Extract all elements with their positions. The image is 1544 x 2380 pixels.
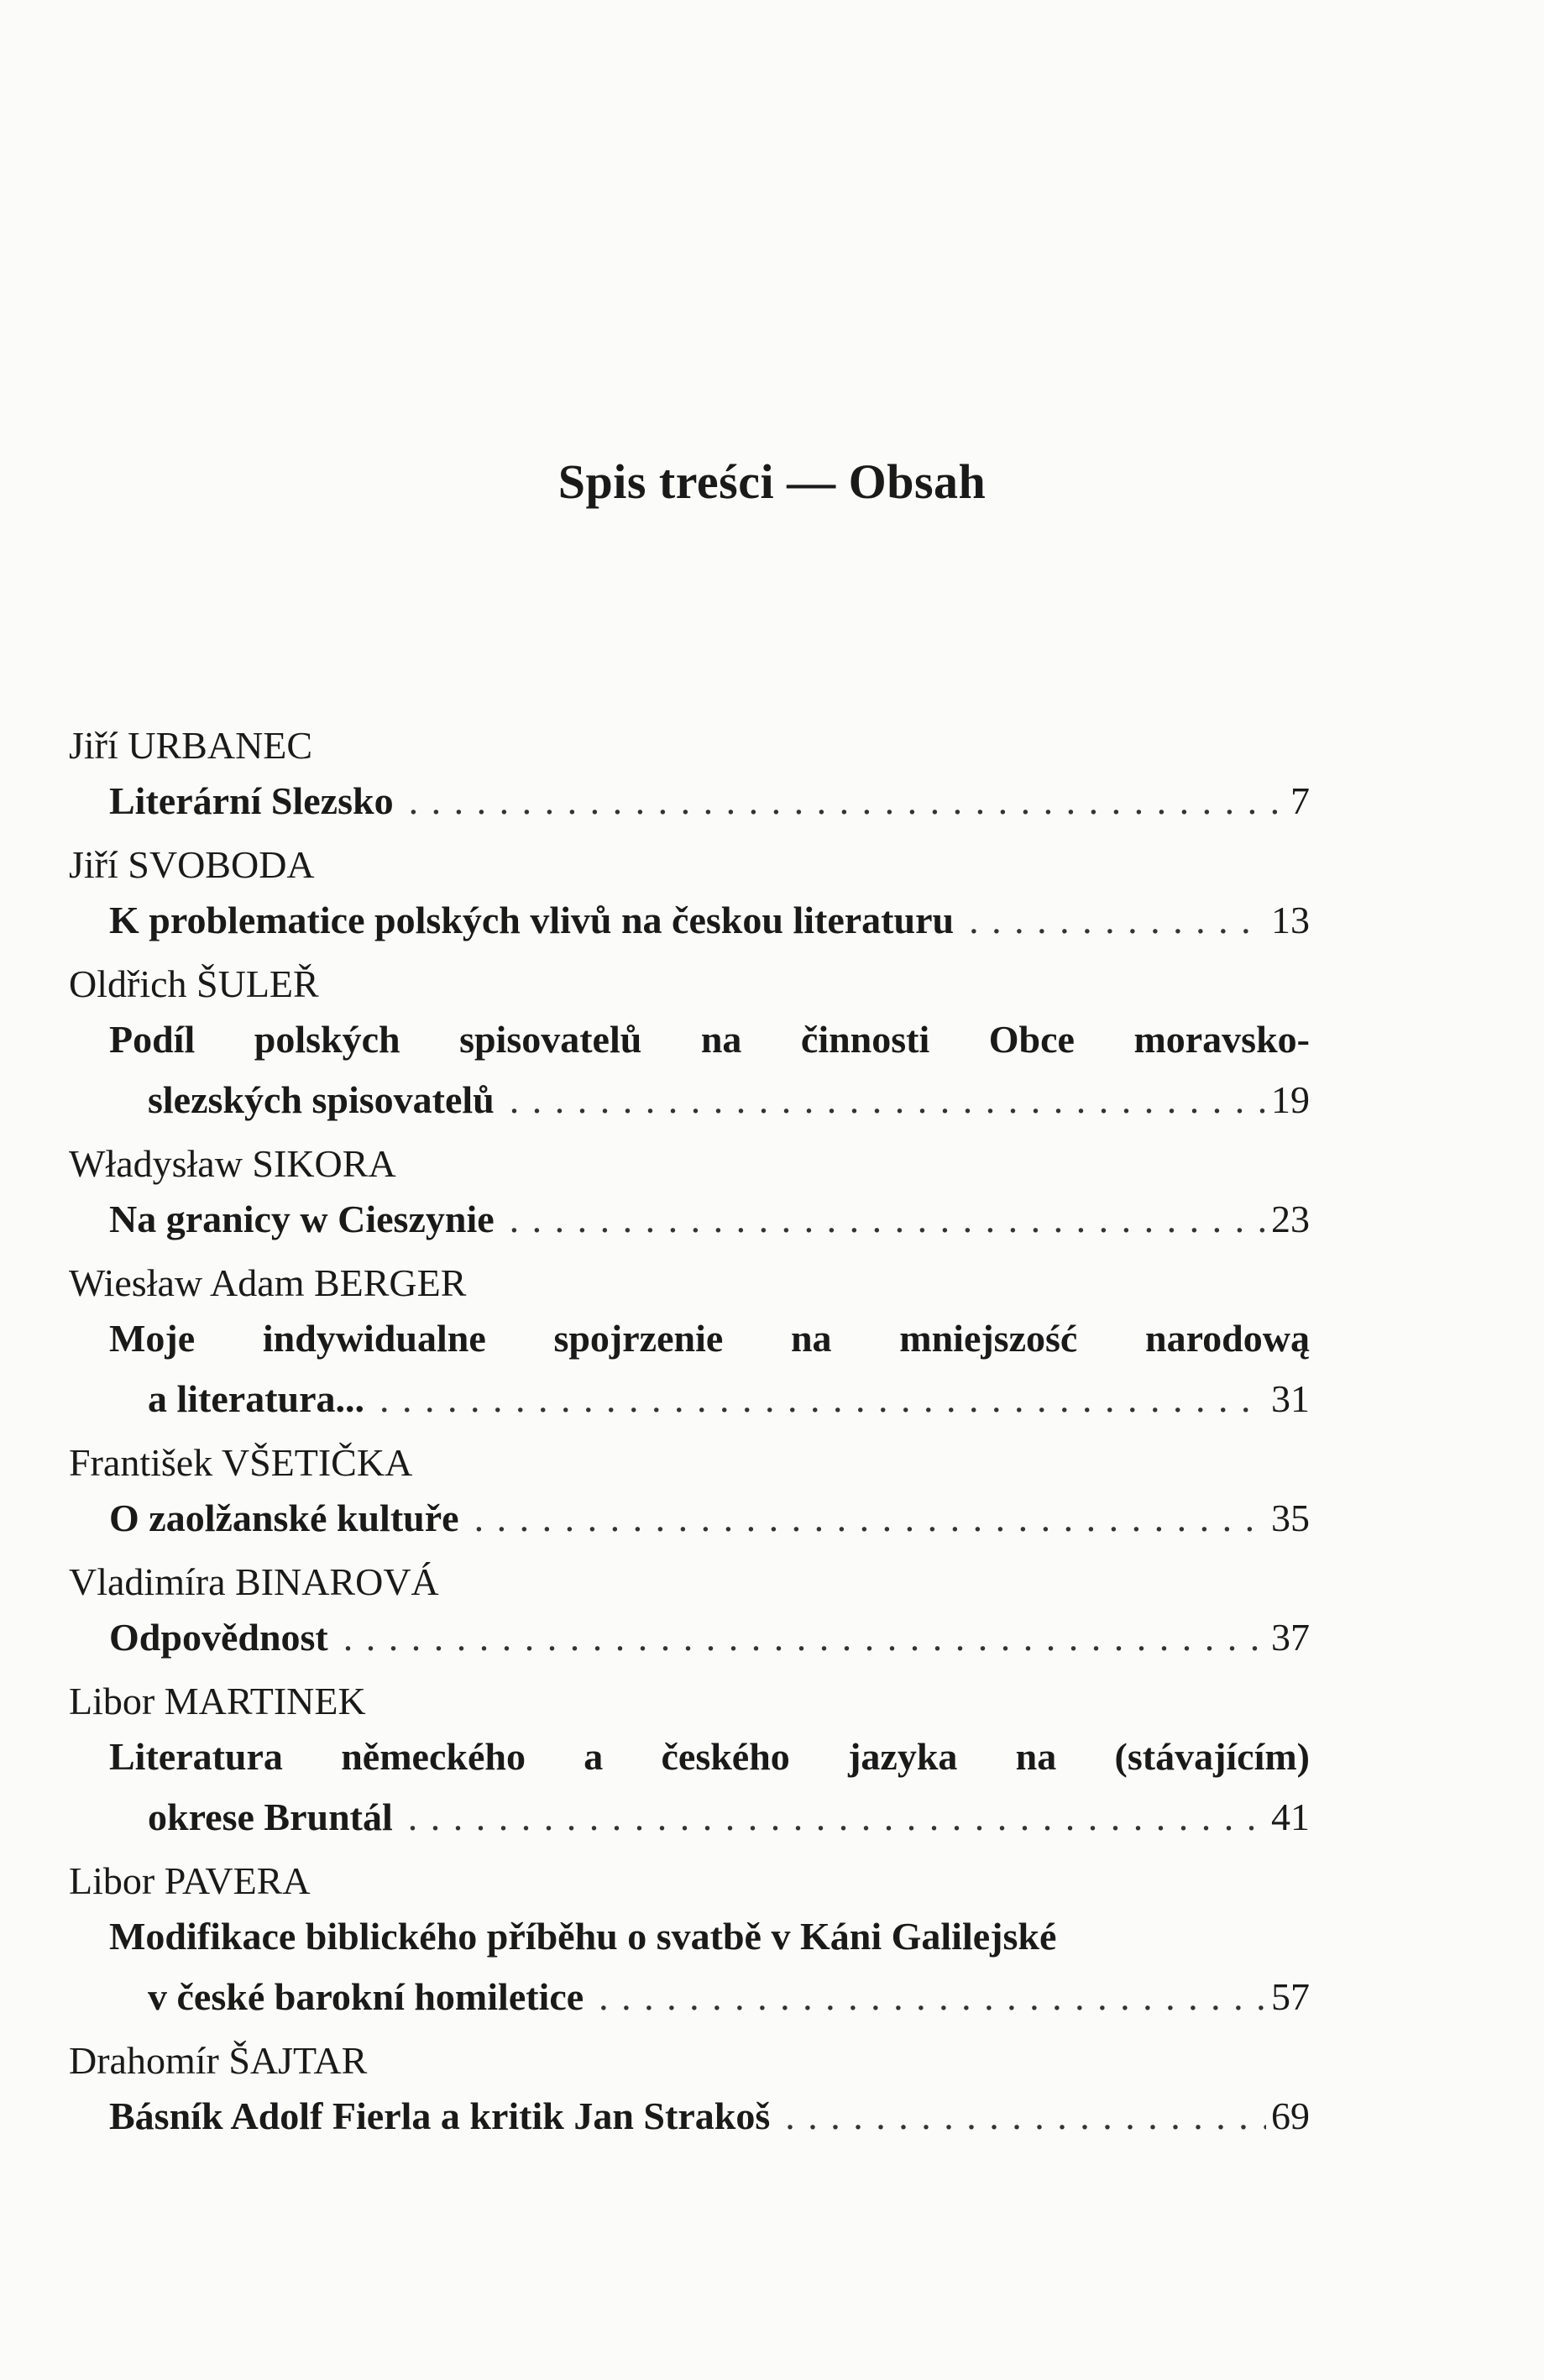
entry-title-line[interactable] [69, 1967, 1310, 2027]
entry-title-line[interactable] [69, 2086, 1310, 2147]
entry-title-line[interactable] [69, 1488, 1310, 1549]
entry-title: Podíl polských spisovatelů na činnosti Obce moravsko- [109, 1018, 1310, 1061]
entry-title-continued: v české barokní homiletice [148, 1975, 584, 2018]
page-number: 13 [1271, 899, 1310, 941]
dot-leader [379, 1369, 1266, 1429]
entry-title: K problematice polských vlivů na českou literaturu [109, 899, 955, 941]
entry-title: Literární Slezsko [109, 779, 394, 822]
entry-author: Libor MARTINEK [69, 1680, 366, 1722]
entry-author: Oldřich ŠULEŘ [69, 962, 319, 1005]
dot-leader [408, 1787, 1266, 1848]
entry-author: Jiří URBANEC [69, 724, 313, 767]
toc-entry [69, 1676, 1310, 1848]
entry-author: Drahomír ŠAJTAR [69, 2039, 368, 2082]
entry-title: Moje indywidualne spojrzenie na mniejszość narodową [109, 1317, 1310, 1360]
entry-title-line[interactable] [69, 1787, 1310, 1848]
entry-title: O zaolžanské kultuře [109, 1497, 459, 1539]
dot-leader [343, 1607, 1266, 1668]
dot-leader [969, 890, 1266, 951]
entry-author: Libor PAVERA [69, 1859, 311, 1902]
entry-title: Na granicy w Cieszynie [109, 1198, 495, 1240]
entry-title-line[interactable] [69, 1308, 1310, 1369]
toc-entry [69, 959, 1310, 1130]
entry-title-line[interactable] [69, 1070, 1310, 1130]
toc-entry [69, 840, 1310, 951]
entry-author: Vladimíra BINAROVÁ [69, 1560, 439, 1603]
page-number: 57 [1271, 1975, 1310, 2018]
toc-entry [69, 1557, 1310, 1668]
entry-title-line[interactable] [69, 890, 1310, 951]
dot-leader [599, 1967, 1266, 2027]
entry-title-continued: slezských spisovatelů [148, 1078, 495, 1121]
entry-title: Odpovědnost [109, 1616, 328, 1659]
page-number: 23 [1271, 1198, 1310, 1240]
page-number: 31 [1271, 1377, 1310, 1420]
page-number: 35 [1271, 1497, 1310, 1539]
page-number: 19 [1271, 1078, 1310, 1121]
entry-title-continued: okrese Bruntál [148, 1795, 393, 1838]
entry-author: Władysław SIKORA [69, 1142, 396, 1185]
entry-author: Wiesław Adam BERGER [69, 1261, 467, 1304]
page-number: 69 [1271, 2094, 1310, 2137]
dot-leader [510, 1189, 1266, 1250]
entry-title-continued: a literatura... [148, 1377, 365, 1420]
page-number: 37 [1271, 1616, 1310, 1659]
entry-title-line[interactable] [69, 1727, 1310, 1787]
toc-entry [69, 1438, 1310, 1549]
dot-leader [474, 1488, 1266, 1549]
page-number: 41 [1271, 1795, 1310, 1838]
dot-leader [409, 771, 1285, 831]
dot-leader [510, 1070, 1266, 1130]
table-of-contents [69, 721, 1310, 2147]
page-title: Spis treści — Obsah [557, 454, 987, 509]
page-number: 7 [1290, 779, 1310, 822]
entry-title-line[interactable] [69, 1189, 1310, 1250]
entry-title: Básník Adolf Fierla a kritik Jan Strakoš [109, 2094, 771, 2137]
entry-title: Modifikace biblického příběhu o svatbě v Káni Galilejské [109, 1915, 1057, 1958]
entry-title-line[interactable] [69, 1369, 1310, 1429]
entry-title: Literatura německého a českého jazyka na (stávajícím) [109, 1735, 1310, 1778]
toc-entry [69, 1856, 1310, 2027]
entry-author: Jiří SVOBODA [69, 843, 315, 886]
toc-entry [69, 2036, 1310, 2147]
toc-entry [69, 1139, 1310, 1250]
entry-title-line[interactable] [69, 771, 1310, 831]
entry-title-line[interactable] [69, 1906, 1310, 1967]
entry-title-line[interactable] [69, 1607, 1310, 1668]
entry-title-line[interactable] [69, 1009, 1310, 1070]
toc-entry [69, 1258, 1310, 1429]
toc-entry [69, 721, 1310, 831]
entry-author: František VŠETIČKA [69, 1441, 413, 1484]
dot-leader [785, 2086, 1266, 2147]
